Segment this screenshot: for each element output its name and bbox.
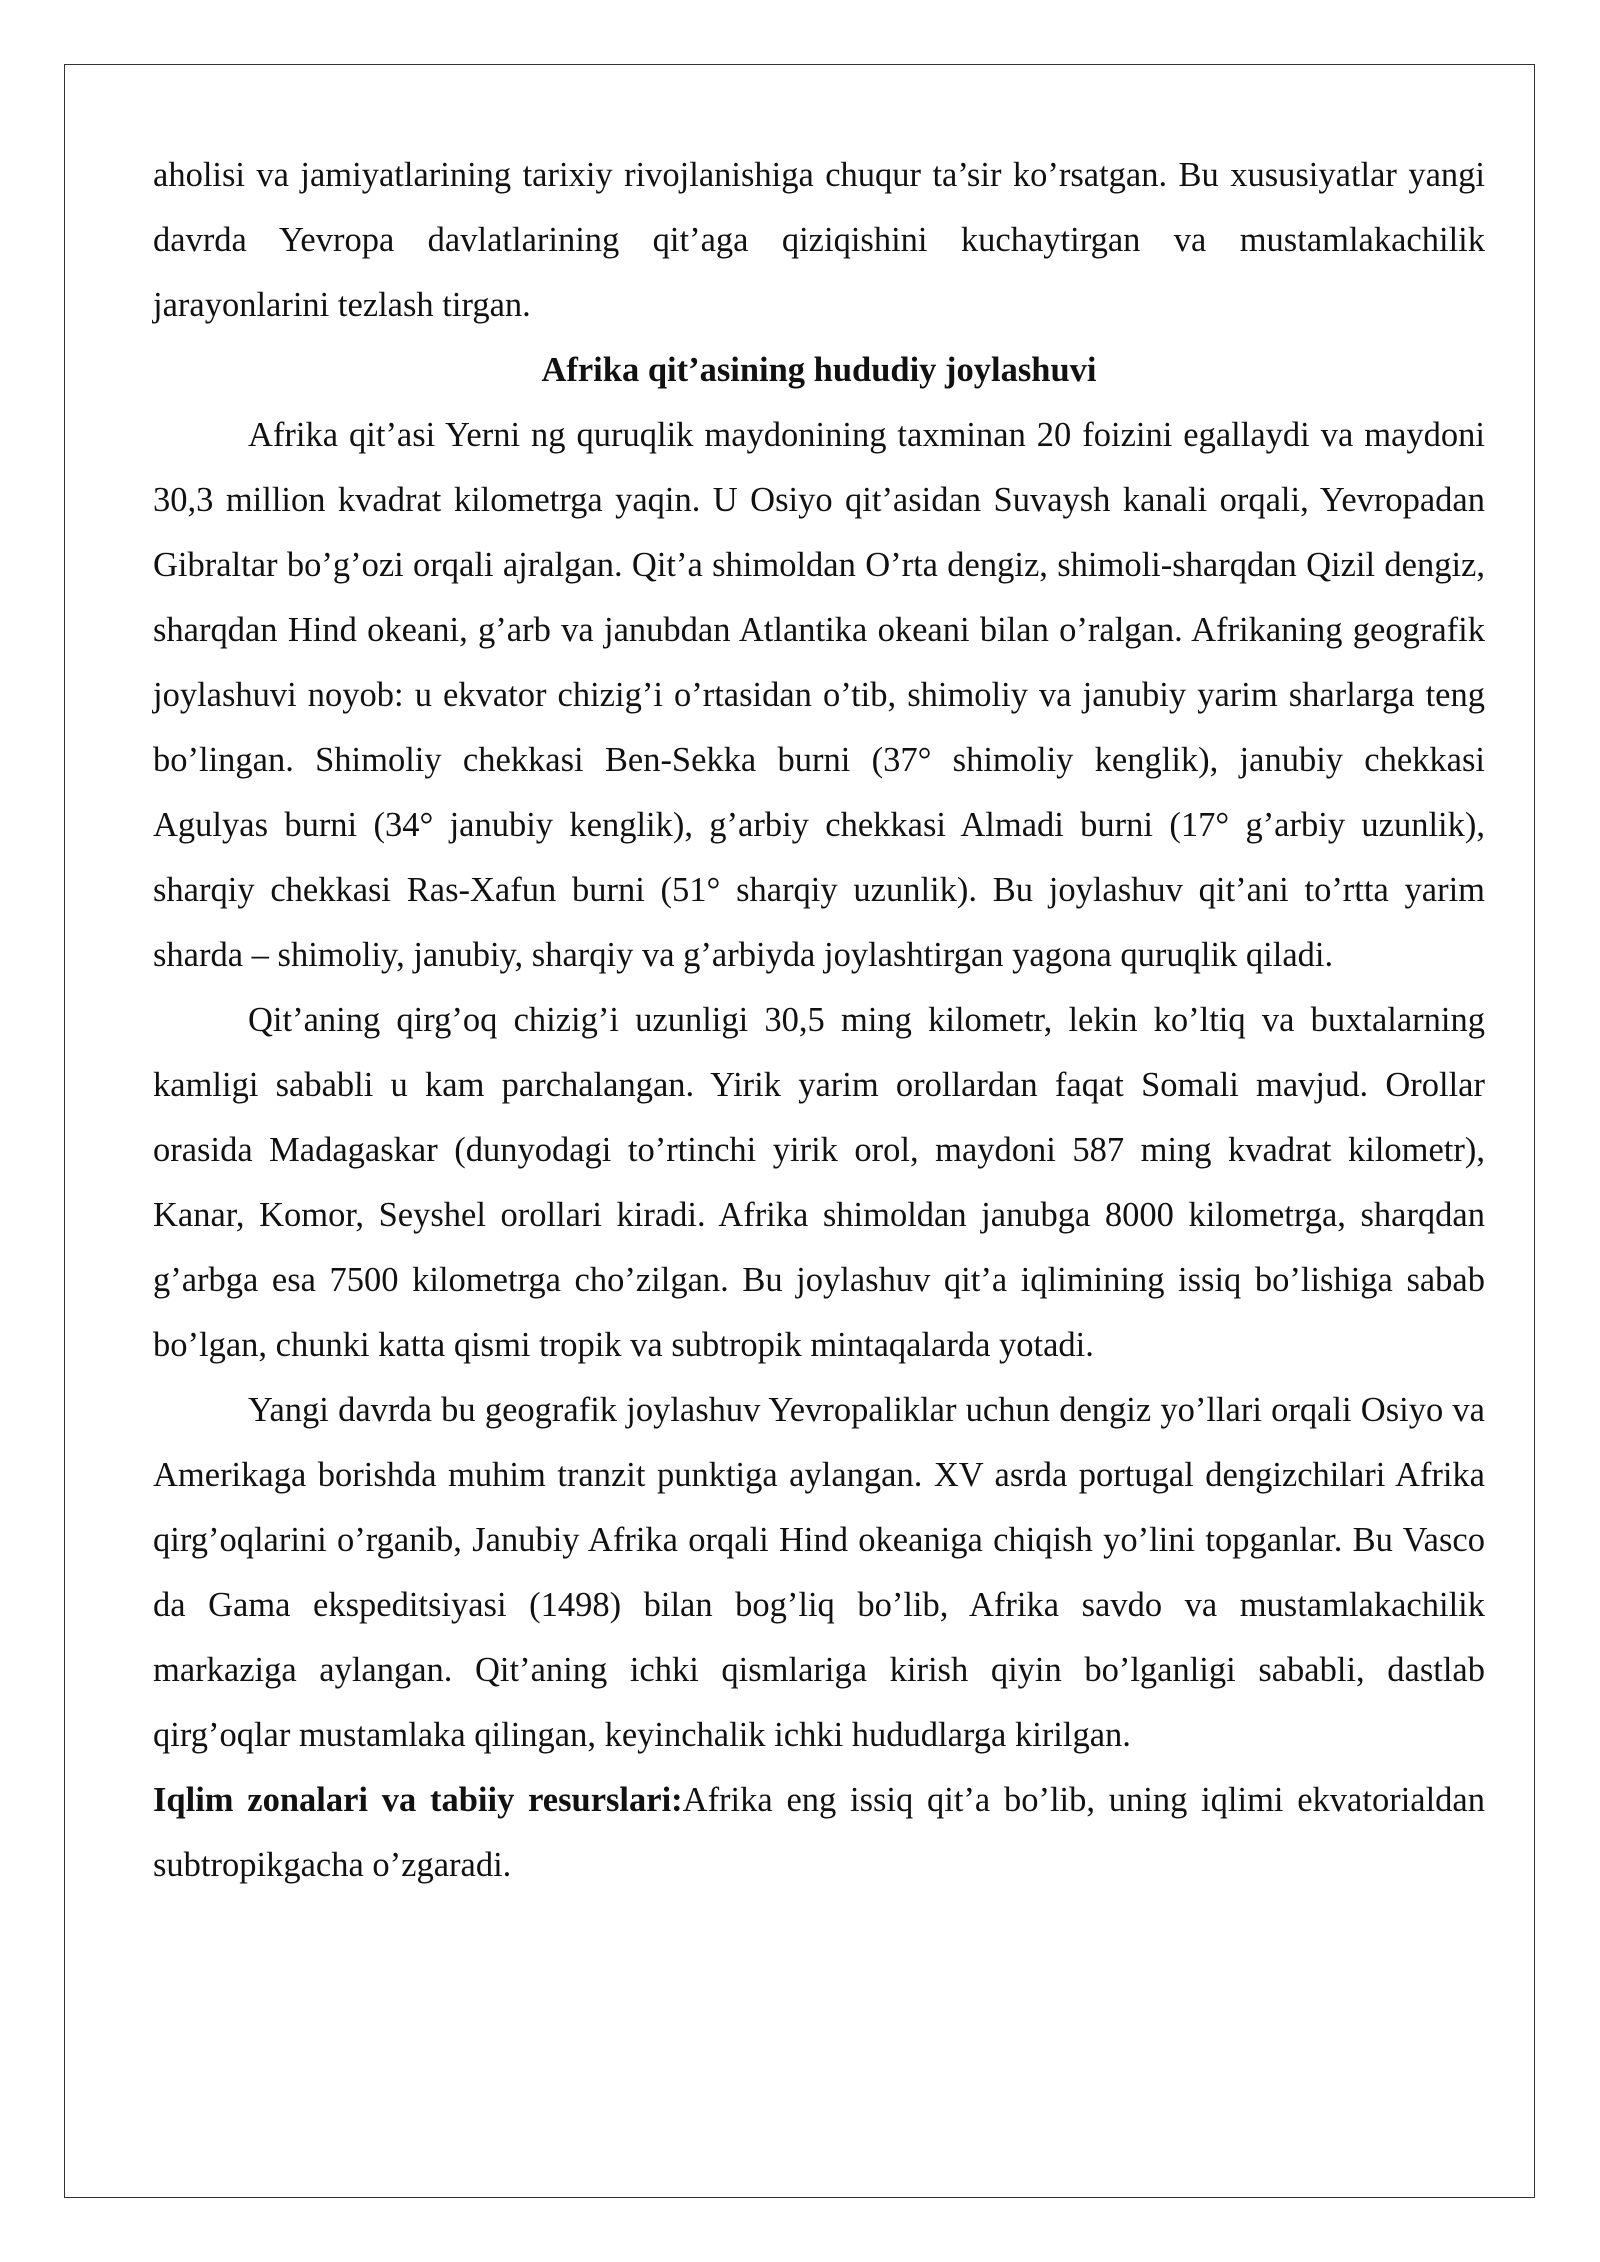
climate-section-label: Iqlim zonalari va tabiiy resurslari: xyxy=(153,1781,683,1819)
paragraph-new-era: Yangi davrda bu geografik joylashuv Yevropaliklar uchun dengiz yo’llari orqali Osiyo va Amerikaga borishda muhim tranzit punktiga aylangan. XV asrda portugal dengizchilari Afrika qirg’oqlarini o’rganib, Janubiy Afrika orqali Hind okeaniga chiqish yo’lini topganlar. Bu Vasco da Gama ekspeditsiyasi (1498) bilan bog’liq bo’lib, Afrika savdo va mustamlakachilik markaziga aylangan. Qit’aning ichki qismlariga kirish qiyin bo’lganligi sababli, dastlab qirg’oqlar mustamlaka qilingan, keyinchalik ichki hududlarga kirilgan. xyxy=(153,1391,1485,1754)
intro-paragraph: aholisi va jamiyatlarining tarixiy rivojlanishiga chuqur ta’sir ko’rsatgan. Bu xususiyatlar yangi davrda Yevropa davlatlarining qit’aga qiziqishini kuchaytirgan va mustamlakachilik jarayonlarini tezlash tirgan. xyxy=(153,156,1485,324)
section-heading: Afrika qit’asining hududiy joylashuvi xyxy=(541,351,1097,389)
document-body xyxy=(153,143,1485,1898)
paragraph-location: Afrika qit’asi Yerni ng quruqlik maydonining taxminan 20 foizini egallaydi va maydoni 30,3 million kvadrat kilometrga yaqin. U Osiyo qit’asidan Suvaysh kanali orqali, Yevropadan Gibraltar bo’g’ozi orqali ajralgan. Qit’a shimoldan O’rta dengiz, shimoli-sharqdan Qizil dengiz, sharqdan Hind okeani, g’arb va janubdan Atlantika okeani bilan o’ralgan. Afrikaning geografik joylashuvi noyob: u ekvator chizig’i o’rtasidan o’tib, shimoliy va janubiy yarim sharlarga teng bo’lingan. Shimoliy chekkasi Ben-Sekka burni (37° shimoliy kenglik), janubiy chekkasi Agulyas burni (34° janubiy kenglik), g’arbiy chekkasi Almadi burni (17° g’arbiy uzunlik), sharqiy chekkasi Ras-Xafun burni (51° sharqiy uzunlik). Bu joylashuv qit’ani to’rtta yarim sharda – shimoliy, janubiy, sharqiy va g’arbiyda joylashtirgan yagona quruqlik qiladi. xyxy=(153,416,1485,974)
climate-section-text: Afrika eng issiq qit’a bo’lib, uning iqlimi ekvatorialdan subtropikgacha o’zgaradi. xyxy=(153,1781,1485,1884)
paragraph-climate xyxy=(153,1768,1485,1898)
paragraph-coastline: Qit’aning qirg’oq chizig’i uzunligi 30,5 ming kilometr, lekin ko’ltiq va buxtalarning kamligi sababli u kam parchalangan. Yirik yarim orollardan faqat Somali mavjud. Orollar orasida Madagaskar (dunyodagi to’rtinchi yirik orol, maydoni 587 ming kvadrat kilometr), Kanar, Komor, Seyshel orollari kiradi. Afrika shimoldan janubga 8000 kilometrga, sharqdan g’arbga esa 7500 kilometrga cho’zilgan. Bu joylashuv qit’a iqlimining issiq bo’lishiga sabab bo’lgan, chunki katta qismi tropik va subtropik mintaqalarda yotadi. xyxy=(153,1001,1485,1364)
